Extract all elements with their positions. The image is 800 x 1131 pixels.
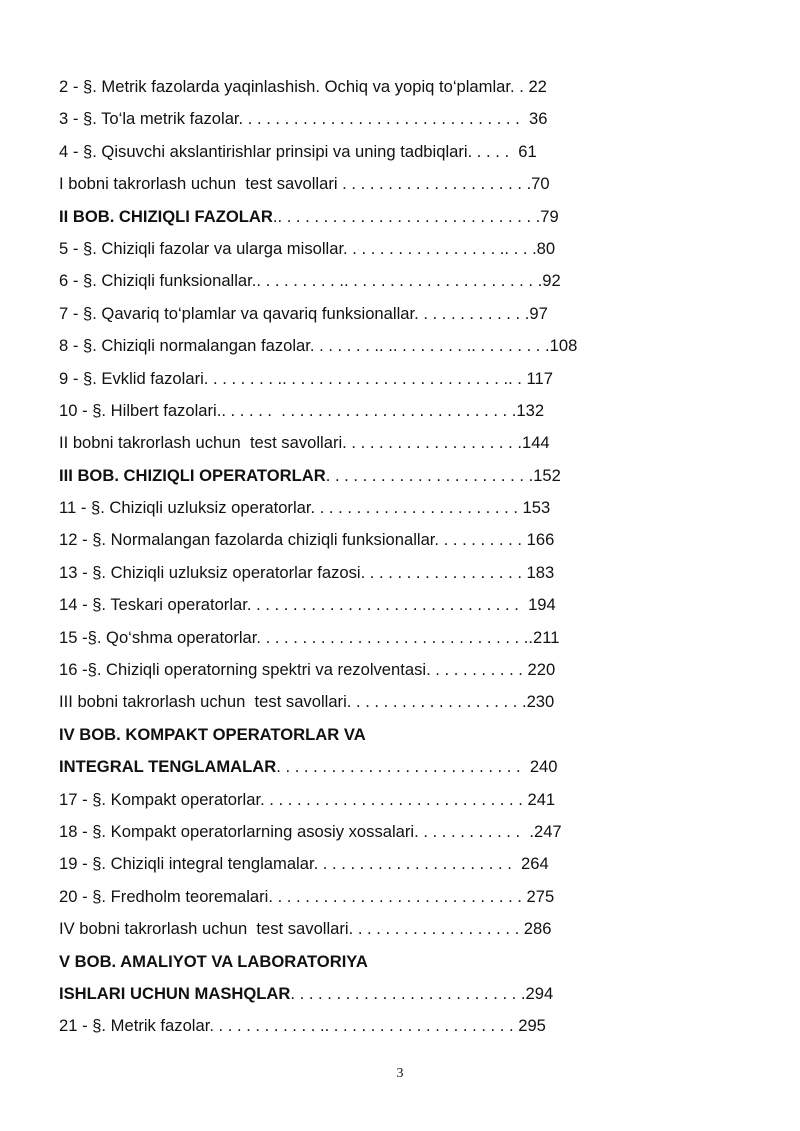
toc-entry-heading: II BOB. CHIZIQLI FAZOLAR [59, 206, 273, 226]
toc-entry [59, 139, 759, 171]
toc-entry-text: 17 - §. Kompakt operatorlar. . . . . . . . . . . . . . . . . . . . . . . . . . . . . 241 [59, 789, 556, 809]
toc-entry [59, 851, 759, 883]
toc-entry-text: II bobni takrorlash uchun test savollari. . . . . . . . . . . . . . . . . . . .144 [59, 433, 550, 453]
toc-entry [59, 204, 759, 236]
toc-entry [59, 787, 759, 819]
page-number: 3 [396, 1066, 404, 1081]
toc-entry-text: 13 - §. Chiziqli uzluksiz operatorlar fazosi. . . . . . . . . . . . . . . . . . 183 [59, 562, 555, 582]
toc-entry [59, 1013, 759, 1045]
toc-entry [59, 430, 759, 462]
toc-entry [59, 301, 759, 333]
toc-entry-text: 21 - §. Metrik fazolar. . . . . . . . . . . . .. . . . . . . . . . . . . . . . . . . . . 295 [59, 1016, 546, 1036]
toc-entry-heading: IV BOB. KOMPAKT OPERATORLAR VA [59, 724, 366, 744]
toc-entry [59, 949, 759, 981]
toc-entry-text: .. . . . . . . . . . . . . . . . . . . . . . . . . . . . .79 [272, 206, 559, 226]
toc-entry [59, 366, 759, 398]
toc-entry-text: 11 - §. Chiziqli uzluksiz operatorlar. . . . . . . . . . . . . . . . . . . . . . . 153 [59, 498, 551, 518]
toc-entry-text: . . . . . . . . . . . . . . . . . . . . . . .152 [325, 465, 561, 485]
toc-entry-heading: V BOB. AMALIYOT VA LABORATORIYA [59, 951, 368, 971]
toc-entry [59, 463, 759, 495]
toc-entry [59, 74, 759, 106]
toc-entry-text: 19 - §. Chiziqli integral tenglamalar. . . . . . . . . . . . . . . . . . . . . . 264 [59, 854, 549, 874]
table-of-contents [59, 74, 759, 1046]
toc-entry [59, 236, 759, 268]
toc-entry [59, 689, 759, 721]
toc-entry [59, 754, 759, 786]
toc-entry-text: 20 - §. Fredholm teoremalari. . . . . . . . . . . . . . . . . . . . . . . . . . . . 275 [59, 886, 555, 906]
toc-entry-text: 5 - §. Chiziqli fazolar va ularga misollar. . . . . . . . . . . . . . . . . .. . . .80 [59, 238, 556, 258]
toc-entry-text: 4 - §. Qisuvchi akslantirishlar prinsipi va uning tadbiqlari. . . . . 61 [59, 141, 537, 161]
toc-entry [59, 106, 759, 138]
toc-entry [59, 981, 759, 1013]
toc-entry [59, 625, 759, 657]
toc-entry-text: IV bobni takrorlash uchun test savollari. . . . . . . . . . . . . . . . . . . 286 [59, 919, 552, 939]
toc-entry-text: 18 - §. Kompakt operatorlarning asosiy xossalari. . . . . . . . . . . . .247 [59, 821, 562, 841]
toc-entry [59, 527, 759, 559]
toc-entry-text: 12 - §. Normalangan fazolarda chiziqli funksionallar. . . . . . . . . . 166 [59, 530, 555, 550]
toc-entry [59, 819, 759, 851]
toc-entry-text: . . . . . . . . . . . . . . . . . . . . . . . . . . . 240 [276, 757, 558, 777]
toc-entry [59, 916, 759, 948]
toc-entry-heading: III BOB. CHIZIQLI OPERATORLAR [59, 465, 326, 485]
toc-entry-text: . . . . . . . . . . . . . . . . . . . . . . . . . .294 [290, 983, 554, 1003]
toc-entry-text: 15 -§. Qo‘shma operatorlar. . . . . . . . . . . . . . . . . . . . . . . . . . . . . ..211 [59, 627, 560, 647]
toc-entry [59, 398, 759, 430]
toc-entry [59, 560, 759, 592]
toc-entry [59, 333, 759, 365]
toc-entry [59, 884, 759, 916]
toc-entry-text: 2 - §. Metrik fazolarda yaqinlashish. Ochiq va yopiq to‘plamlar. . 22 [59, 77, 547, 96]
toc-entry-heading: ISHLARI UCHUN MASHQLAR [59, 983, 291, 1003]
toc-entry-text: 14 - §. Teskari operatorlar. . . . . . . . . . . . . . . . . . . . . . . . . . . . . . 194 [59, 595, 556, 615]
toc-entry-text: 10 - §. Hilbert fazolari.. . . . . . . . . . . . . . . . . . . . . . . . . . . . . . . .132 [59, 400, 545, 420]
toc-entry [59, 657, 759, 689]
toc-entry-text: 16 -§. Chiziqli operatorning spektri va rezolventasi. . . . . . . . . . . 220 [59, 660, 556, 680]
toc-entry-text: 3 - §. To‘la metrik fazolar. . . . . . . . . . . . . . . . . . . . . . . . . . . . . . . 36 [59, 109, 548, 129]
toc-entry [59, 592, 759, 624]
toc-entry [59, 268, 759, 300]
toc-entry [59, 495, 759, 527]
toc-entry [59, 171, 759, 203]
toc-entry-text: I bobni takrorlash uchun test savollari . . . . . . . . . . . . . . . . . . . . .70 [59, 174, 550, 194]
toc-entry [59, 722, 759, 754]
toc-entry-text: 9 - §. Evklid fazolari. . . . . . . . .. . . . . . . . . . . . . . . . . . . . . . . . .. . 117 [59, 368, 553, 388]
toc-entry-heading: INTEGRAL TENGLAMALAR [59, 757, 277, 777]
toc-entry-text: 7 - §. Qavariq to‘plamlar va qavariq funksionallar. . . . . . . . . . . . .97 [59, 303, 548, 323]
toc-entry-text: III bobni takrorlash uchun test savollari. . . . . . . . . . . . . . . . . . . .230 [59, 692, 555, 712]
toc-entry-text: 6 - §. Chiziqli funksionallar.. . . . . . . . . .. . . . . . . . . . . . . . . . . . . . . .92 [59, 271, 561, 291]
toc-entry-text: 8 - §. Chiziqli normalangan fazolar. . . . . . . .. .. . . . . . . . .. . . . . . . . .108 [59, 336, 578, 356]
